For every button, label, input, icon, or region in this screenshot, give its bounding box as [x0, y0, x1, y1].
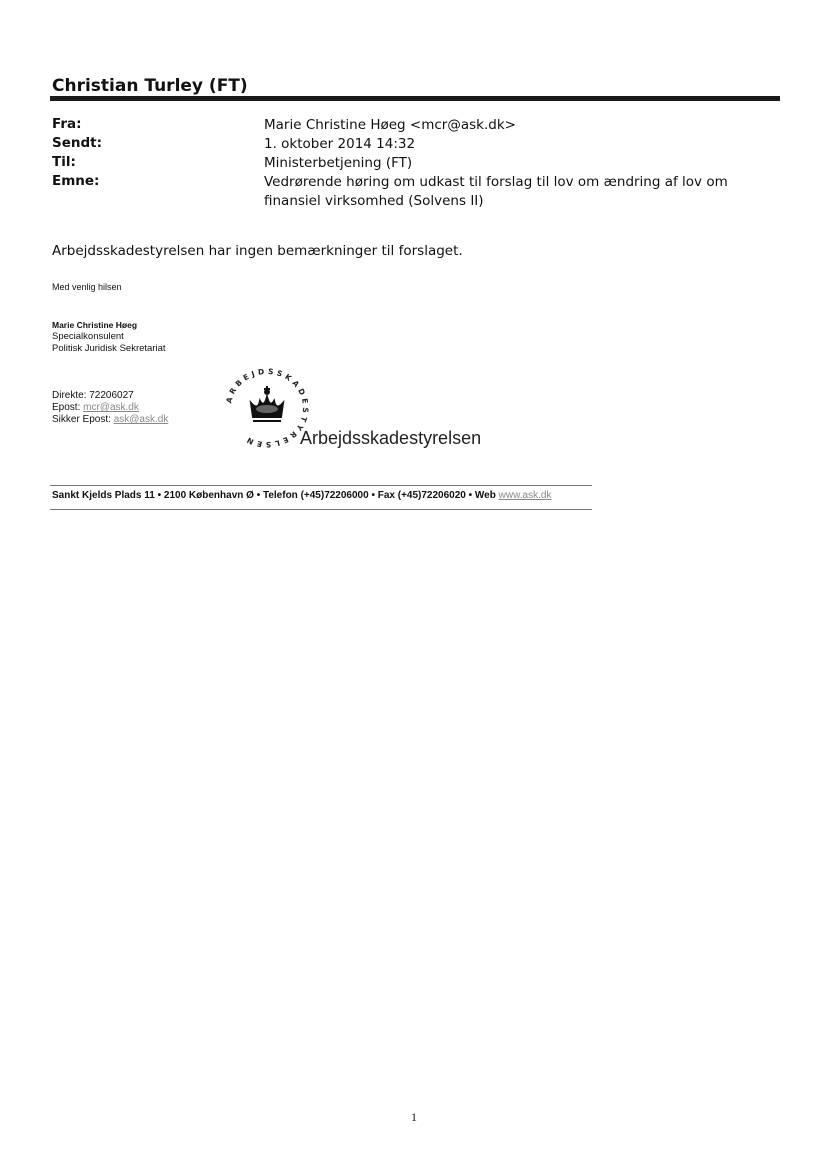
signature-department: Politisk Juridisk Sekretariat: [52, 343, 166, 354]
to-value: Ministerbetjening (FT): [264, 155, 413, 171]
footer-address-text: Sankt Kjelds Plads 11 • 2100 København Ø • Telefon (+45)72206000 • Fax (+45)72206020 • Web: [52, 490, 499, 501]
logo-ring-text: ARBEJDSSKADESTYRELSEN: [224, 368, 311, 448]
title-divider: [50, 96, 780, 101]
signature-role: Specialkonsulent: [52, 331, 124, 342]
subject-label: Emne:: [52, 173, 100, 189]
crown-icon: [222, 368, 312, 448]
email-row: [52, 402, 139, 413]
signature-name: Marie Christine Høeg: [52, 320, 138, 330]
direct-label: Direkte:: [52, 390, 87, 401]
sent-value: 1. oktober 2014 14:32: [264, 136, 416, 152]
message-body: Arbejdsskadestyrelsen har ingen bemærkninger til forslaget.: [52, 243, 463, 259]
from-value: Marie Christine Høeg <mcr@ask.dk>: [264, 117, 516, 133]
page-number: 1: [411, 1110, 417, 1124]
footer-bottom-rule: [50, 509, 592, 510]
footer-web-link[interactable]: www.ask.dk: [498, 490, 552, 501]
sent-label: Sendt:: [52, 135, 103, 151]
email-link[interactable]: mcr@ask.dk: [83, 402, 139, 413]
secure-email-link[interactable]: ask@ask.dk: [113, 414, 169, 425]
direct-value: 72206027: [89, 390, 134, 401]
direct-phone-row: [52, 390, 134, 401]
secure-email-row: [52, 414, 168, 425]
document-title: Christian Turley (FT): [52, 76, 248, 96]
from-label: Fra:: [52, 116, 82, 132]
footer-top-rule: [50, 485, 592, 486]
email-label: Epost:: [52, 402, 81, 413]
secure-email-label: Sikker Epost:: [52, 414, 111, 425]
logo-name: Arbejdsskadestyrelsen: [300, 428, 482, 448]
greeting: Med venlig hilsen: [52, 282, 122, 292]
subject-value: Vedrørende høring om udkast til forslag til lov om ændring af lov om finansiel virksomhed (Solvens II): [264, 174, 728, 209]
to-label: Til:: [52, 154, 76, 170]
footer-address: [52, 490, 551, 501]
